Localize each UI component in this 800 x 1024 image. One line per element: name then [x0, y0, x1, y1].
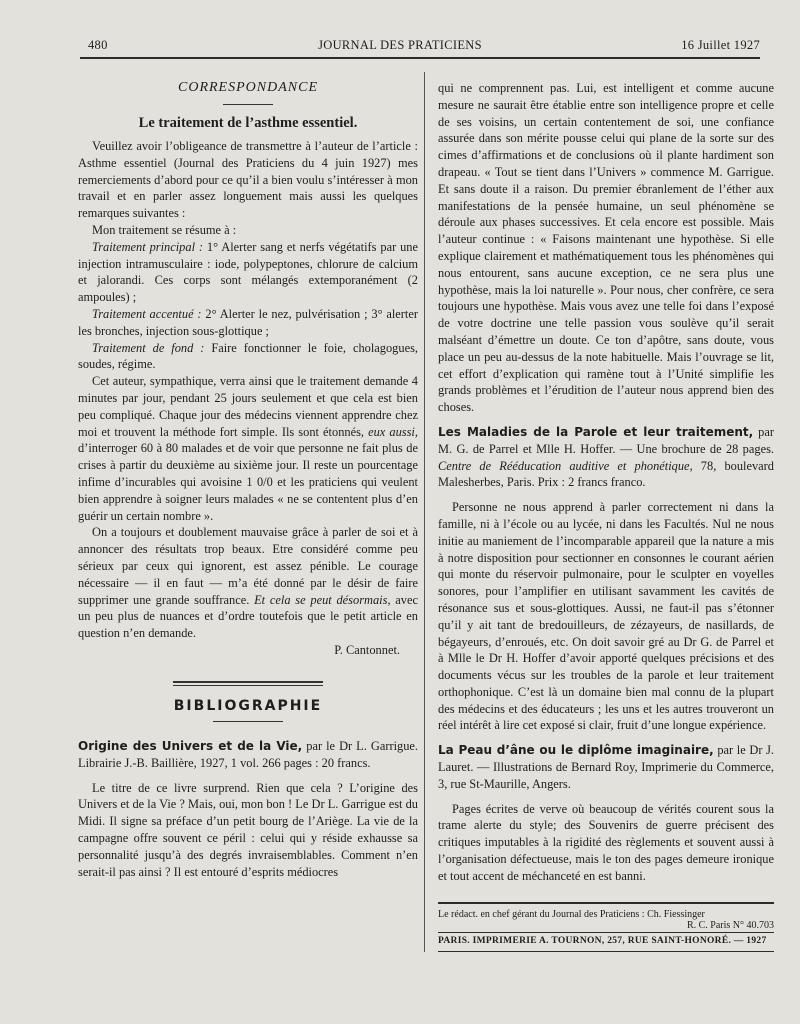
text-run: , avec un peu plus de nuances et d’ordre toutefois que le petit article en question n’en demande. — [78, 592, 419, 641]
book-title: La Peau d’âne ou le diplôme imaginaire, — [438, 743, 714, 758]
treatment-label: Traitement de fond : — [92, 340, 205, 355]
book-title: Les Maladies de la Parole et leur traitement, — [438, 424, 754, 439]
column-divider — [424, 72, 425, 952]
treatment-label: Traitement accentué : — [92, 307, 202, 322]
editor-notice — [438, 909, 774, 931]
book-meta: par le Dr L. Garrigue. Librairie J.-B. Baillière, 1927, 1 vol. 266 pages : 20 francs. — [78, 739, 419, 770]
book-review: Le titre de ce livre surprend. Rien que cela ? L’origine des Univers et de la Vie ? Mais, oui, mon bon ! Le Dr L. Garrigue est du Midi. Il signe sa préface d’un petit bourg de l’Ariège. La vie de la campagne offre souvent ce péril : celui qui y réside exhausse sa personnalité jusqu’à des degrés invraisemblables. Comment n’en serait-il pas ainsi ? Il est entouré d’esprits médiocres — [78, 780, 418, 879]
bibliography-underline — [213, 721, 283, 723]
journal-title: JOURNAL DES PRATICIENS — [318, 38, 482, 52]
treatment-text: 1° Alerter sang et nerfs végétatifs par une injection intramusculaire : iode, polypeptones, chlorure de calcium et jalorandi. Ces corps sont mélangés extemporanément (2 ampoules) ; — [78, 239, 418, 305]
footer-rule — [438, 951, 774, 952]
page-number: 480 — [88, 38, 108, 52]
paragraph — [78, 373, 418, 524]
paragraph: Veuillez avoir l’obligeance de transmettre à l’auteur de l’article : Asthme essentiel (Journal des Praticiens du 4 juin 1927) mes remerciements d’abord pour ce qu’il a bien voulu s’intéresser à mon travail et en parler assez longuement mais aussi les quelques remarques suivantes : — [78, 139, 418, 221]
text-run: On a toujours et doublement mauvaise grâce à parler de soi et à annoncer des résultats trop beaux. Etre considéré comme peu sérieux par ceux qui ignorent, est assez pénible. Le courage nécessaire — il en faut — m’a été donné par le désir de faire supprimer une grande souffrance. — [78, 525, 418, 607]
treatment-text: 2° Alerter le nez, pulvérisation ; 3° alerter les bronches, injection sous-glottique ; — [78, 307, 418, 338]
footer-rule — [438, 932, 774, 933]
paragraph: qui ne comprennent pas. Lui, est intelligent et comme aucune mesure ne saurait être établie entre son intelligence propre et celle de ses voisins, un certain contentement de soi, une confiance assurée dans son mérite pousse celui qui plane de la sorte sur des cimes d’affirmations et de conclusions où il plante hardiment son drapeau. « Tout se tient dans l’Univers » commence M. Garrigue. Et sans doute il a raison. Du premier ébranlement de l’éther aux manifestations de la pensée humaine, un seul phénomène se déroule aux phases successives. Et cela encore est possible. Mais l’auteur continue : « Faisons maintenant une hypothèse. Si elle explique clairement et mathématiquement tous les phénomènes qui nous entourent, sans aucune exception, ce ne sera plus une hypothèse, mais la loi naturelle ». Pour nous, cher confrère, ce sera toujours une hypothèse. Mais vous avez une telle foi dans l’exposé de votre doctrine une telle passion vous soulève qu’il serait malséant d’émettre un doute. Ce ton d’apôtre, sans doute, vous place un peu au-dessus de la note habituelle. Mais l’ouvrage se lit, cet effort d’explication qui ramène tout à l’Unité simplifie les grands problèmes et l’érudition de l’auteur nous apprend bien des choses. — [438, 81, 774, 415]
bibliography-rule — [173, 685, 323, 686]
book-entry-heading — [438, 742, 774, 792]
footer-rule — [438, 902, 774, 904]
issue-date: 16 Juillet 1927 — [681, 38, 760, 52]
book-meta: par le Dr J. Lauret. — Illustrations de Bernard Roy, Imprimerie du Commerce, 3, rue St-Maurille, Angers. — [438, 743, 774, 791]
book-entry-heading — [78, 738, 418, 772]
signature: P. Cantonnet. — [334, 643, 400, 657]
italic-run: eux aussi — [368, 424, 415, 439]
bibliography-rule — [173, 681, 323, 683]
right-column — [438, 80, 774, 885]
paragraph — [78, 239, 418, 306]
italic-run: Et cela se peut désormais — [254, 592, 388, 607]
printer-line: PARIS. IMPRIMERIE A. TOURNON, 257, RUE SAINT-HONORÉ. — 1927 — [438, 936, 767, 946]
book-review: Personne ne nous apprend à parler correctement ni dans la famille, ni à l’école ou au lycée, ni dans les Facultés. Nul ne nous initie au maniement de l’incomparable appareil que la nature a mis à notre disposition pour sectionner en consonnes le courant aérien qui monte du réservoir pulmonaire, pour le sculpter en voyelles sonores, pour l’amplifier en utilisant savamment les cavités de résonance sus et sous-glottiques. Aussi, ne faut-il pas s’étonner qu’il y ait tant de bredouilleurs, de zézayeurs, de nasillards, de bégayeurs, d’enroués, etc. On doit savoir gré au Dr G. de Parrel et à Mlle le Dr H. Hoffer d’avoir apporté quelques précisions et des documents vécus sur les troubles de la parole et leur traitement orthophonique. C’est là un domaine bien mal connu de la plupart des médecins et des éducateurs ; les uns et les autres trouveront un réel intérêt à lire cet exposé si clair, fruit d’une longue expérience. — [438, 500, 774, 733]
section-rule — [223, 104, 273, 106]
paragraph — [78, 306, 418, 340]
paragraph — [78, 340, 418, 374]
book-meta: par M. G. de Parrel et Mlle H. Hoffer. — Une brochure de 28 pages. — [438, 424, 775, 456]
text-run: Cet auteur, sympathique, verra ainsi que le traitement demande 4 minutes par jour, pendant 25 jours seulement et que cela est bien peu compliqué. Chaque jour des médecins viennent apprendre chez moi et trouvent la méthode fort simple. Ils sont étonnés, — [78, 374, 418, 439]
paragraph: Mon traitement se résume à : — [92, 223, 237, 238]
book-title: Origine des Univers et de la Vie, — [78, 739, 303, 754]
book-entry-heading — [438, 424, 774, 491]
paragraph — [78, 524, 418, 642]
text-run: , d’interroger 60 à 80 malades et de voir que personne ne fait plus de crises à partir du deuxième au sixième jour. Il reste un pourcentage infime d’incurables qui avoisine 1 0/0 et les praticiens qui veulent bien apprendre à soigner leurs malades « ne se contentent plus d’en guérir un certain nombre ». — [78, 424, 418, 523]
left-column — [78, 80, 418, 880]
section-title: CORRESPONDANCE — [178, 80, 318, 95]
bibliography-title: BIBLIOGRAPHIE — [173, 697, 323, 714]
book-meta-italic: Centre de Rééducation auditive et phonétique — [438, 458, 690, 473]
treatment-label: Traitement principal : — [92, 239, 204, 254]
registration-line: R. C. Paris N° 40.703 — [686, 920, 774, 931]
book-meta: , 78, boulevard Malesherbes, Paris. Prix : 2 francs franco. — [438, 458, 774, 490]
header-rule — [80, 57, 760, 59]
editor-line: Le rédact. en chef gérant du Journal des Praticiens : Ch. Fiessinger — [438, 909, 705, 920]
article-title: Le traitement de l’asthme essentiel. — [138, 115, 358, 132]
treatment-text: Faire fonctionner le foie, cholagogues, soudes, régime. — [78, 340, 418, 372]
book-review: Pages écrites de verve où beaucoup de vérités courent sous la trame alerte du style; des Souvenirs de guerre précisent des critiques imputables à la rigidité des règlements et souvent aussi à l’organisation défectueuse, mais le ton des pages demeure ironique et tout accent de méchanceté en est banni. — [438, 801, 774, 883]
